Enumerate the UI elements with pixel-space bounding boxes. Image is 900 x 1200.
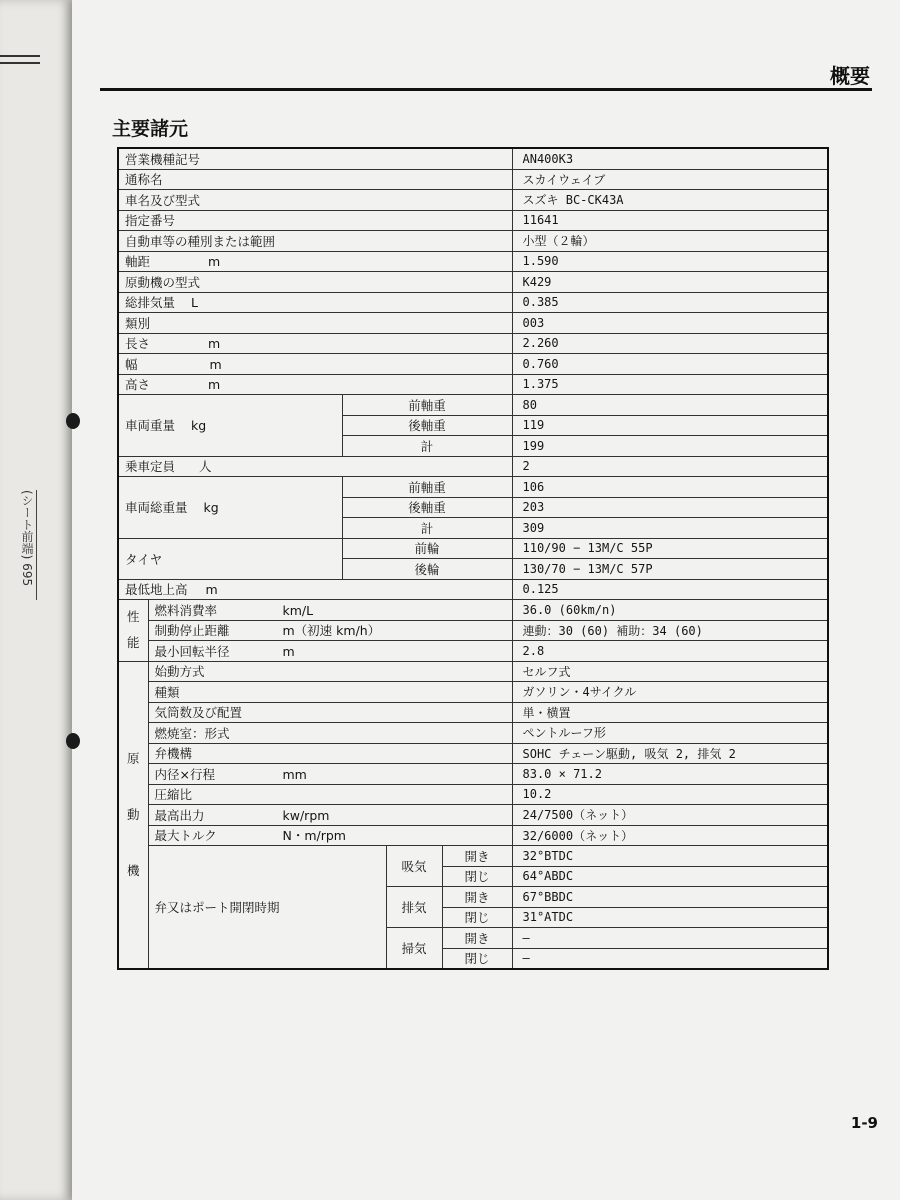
row-value: 0.125 (512, 579, 828, 600)
row-value: 単・横置 (512, 702, 828, 723)
table-row (118, 764, 828, 785)
page-number: 1-9 (850, 1114, 878, 1132)
row-value: 11641 (512, 210, 828, 231)
row-label: 弁又はポート開閉時期 (148, 846, 386, 970)
sub-label: 後輪 (342, 559, 512, 580)
spec-page (72, 0, 900, 1200)
row-unit: kw/rpm (282, 807, 330, 823)
timing-label: 閉じ (442, 948, 512, 969)
timing-label: 閉じ (442, 866, 512, 887)
row-value: 32°BTDC (512, 846, 828, 867)
table-row (118, 169, 828, 190)
row-value: 0.760 (512, 354, 828, 375)
sub-label: 前輪 (342, 538, 512, 559)
table-row (118, 190, 828, 211)
table-row (118, 231, 828, 252)
sub-label: 排気 (386, 887, 442, 928)
row-value: AN400K3 (512, 148, 828, 169)
row-value: 2 (512, 456, 828, 477)
page-edge-line (0, 55, 40, 57)
table-row (118, 395, 828, 416)
row-value: SOHC チェーン駆動, 吸気 2, 排気 2 (512, 743, 828, 764)
row-label: 類別 (125, 315, 151, 331)
row-value: 003 (512, 313, 828, 334)
row-label: 車両重量 (125, 418, 176, 434)
table-row (118, 354, 828, 375)
table-row (118, 661, 828, 682)
row-label: 原動機の型式 (125, 274, 201, 290)
row-label: 燃料消費率 (154, 602, 218, 618)
row-unit: m（初速 km/h） (282, 623, 381, 639)
row-label: 最小回転半径 (154, 643, 230, 659)
row-value: 2.8 (512, 641, 828, 662)
table-row (118, 743, 828, 764)
row-unit: m (282, 643, 295, 659)
group-char: 動 (126, 806, 140, 822)
row-unit: kg (191, 418, 207, 434)
row-value: 106 (512, 477, 828, 498)
row-label: 制動停止距離 (154, 623, 230, 639)
group-char: 原 (126, 750, 140, 766)
row-unit: m (208, 254, 221, 270)
row-label: 気筒数及び配置 (154, 705, 243, 721)
row-value: 64°ABDC (512, 866, 828, 887)
row-label: タイヤ (118, 538, 342, 579)
spec-table (117, 147, 829, 970)
timing-label: 開き (442, 846, 512, 867)
row-label: 内径×行程 (154, 766, 215, 782)
row-value: 67°BBDC (512, 887, 828, 908)
row-value: 309 (512, 518, 828, 539)
row-label: 最低地上高 (125, 582, 188, 598)
row-label: 燃焼室：形式 (154, 725, 230, 741)
row-value: 小型（２輪） (512, 231, 828, 252)
row-label: 軸距 (125, 254, 151, 270)
table-row (118, 825, 828, 846)
row-value: 110/90 − 13M/C 55P (512, 538, 828, 559)
row-value: 130/70 − 13M/C 57P (512, 559, 828, 580)
row-value: 24/7500（ネット） (512, 805, 828, 826)
row-label: 始動方式 (154, 664, 205, 680)
row-value: スズキ BC-CK43A (512, 190, 828, 211)
row-unit: km/L (282, 602, 314, 618)
row-value: 連動：30 (60) 補助：34 (60) (512, 620, 828, 641)
table-row (118, 805, 828, 826)
table-row (118, 600, 828, 621)
row-unit: kg (203, 500, 219, 516)
table-row (118, 272, 828, 293)
row-unit: N・m/rpm (282, 828, 346, 844)
dimension-label: (シート前端) 695 (8, 490, 37, 600)
group-char: 能 (126, 635, 140, 651)
header-title: 概要 (830, 64, 870, 88)
sub-label: 掃気 (386, 928, 442, 970)
row-label: 乗車定員 (125, 459, 176, 475)
row-value: 2.260 (512, 333, 828, 354)
previous-page-edge (0, 0, 72, 1200)
section-title: 主要諸元 (112, 118, 189, 140)
page-edge-line (0, 62, 40, 64)
row-value: 80 (512, 395, 828, 416)
table-row (118, 292, 828, 313)
row-label: 車両総重量 (125, 500, 188, 516)
row-label: 営業機種記号 (125, 151, 201, 167)
table-row (118, 846, 828, 867)
row-unit: m (208, 336, 221, 352)
row-value: 0.385 (512, 292, 828, 313)
table-row (118, 148, 828, 169)
row-value: 10.2 (512, 784, 828, 805)
binder-hole (66, 413, 80, 429)
row-label: 最大トルク (154, 828, 217, 844)
row-value: K429 (512, 272, 828, 293)
sub-label: 前軸重 (342, 395, 512, 416)
group-char: 機 (126, 862, 140, 878)
row-value: 1.590 (512, 251, 828, 272)
row-label: 車名及び型式 (125, 192, 201, 208)
row-value: 32/6000（ネット） (512, 825, 828, 846)
sub-label: 後軸重 (342, 497, 512, 518)
group-label-performance (118, 600, 148, 662)
timing-label: 開き (442, 928, 512, 949)
table-row (118, 579, 828, 600)
row-value: ペントルーフ形 (512, 723, 828, 744)
row-unit: m (209, 356, 222, 372)
sub-label: 計 (342, 518, 512, 539)
row-value: — (512, 928, 828, 949)
timing-label: 開き (442, 887, 512, 908)
row-label: 圧縮比 (154, 787, 193, 803)
sub-label: 計 (342, 436, 512, 457)
table-row (118, 620, 828, 641)
group-label-engine (118, 661, 148, 969)
row-unit: 人 (199, 459, 212, 475)
table-row (118, 477, 828, 498)
table-row (118, 538, 828, 559)
row-value: ガソリン・4サイクル (512, 682, 828, 703)
sub-label: 前軸重 (342, 477, 512, 498)
binder-hole (66, 733, 80, 749)
table-row (118, 333, 828, 354)
row-label: 指定番号 (125, 213, 176, 229)
table-row (118, 313, 828, 334)
row-value: — (512, 948, 828, 969)
row-label: 最高出力 (154, 807, 205, 823)
row-label: 種類 (154, 684, 180, 700)
row-value: 31°ATDC (512, 907, 828, 928)
row-label: 自動車等の種別または範囲 (125, 233, 276, 249)
table-row (118, 251, 828, 272)
row-unit: m (208, 377, 221, 393)
row-label: 通称名 (125, 172, 163, 188)
row-label: 総排気量 (125, 295, 176, 311)
sub-label: 吸気 (386, 846, 442, 887)
row-unit: m (205, 582, 218, 598)
row-value: 203 (512, 497, 828, 518)
row-label: 高さ (125, 377, 151, 393)
row-label: 弁機構 (154, 746, 193, 762)
table-row (118, 456, 828, 477)
table-row (118, 702, 828, 723)
row-label: 長さ (125, 336, 151, 352)
table-row (118, 784, 828, 805)
row-value: 119 (512, 415, 828, 436)
row-value: スカイウェイブ (512, 169, 828, 190)
row-value: 36.0 (60km/n) (512, 600, 828, 621)
row-unit: L (191, 295, 198, 311)
table-row (118, 641, 828, 662)
row-value: 1.375 (512, 374, 828, 395)
sub-label: 後軸重 (342, 415, 512, 436)
header-rule (100, 88, 872, 91)
row-value: 83.0 × 71.2 (512, 764, 828, 785)
row-unit: mm (282, 766, 307, 782)
row-value: 199 (512, 436, 828, 457)
table-row (118, 210, 828, 231)
timing-label: 閉じ (442, 907, 512, 928)
row-value: セルフ式 (512, 661, 828, 682)
table-row (118, 723, 828, 744)
table-row (118, 374, 828, 395)
table-row (118, 682, 828, 703)
group-char: 性 (126, 609, 140, 625)
row-label: 幅 (125, 356, 138, 372)
